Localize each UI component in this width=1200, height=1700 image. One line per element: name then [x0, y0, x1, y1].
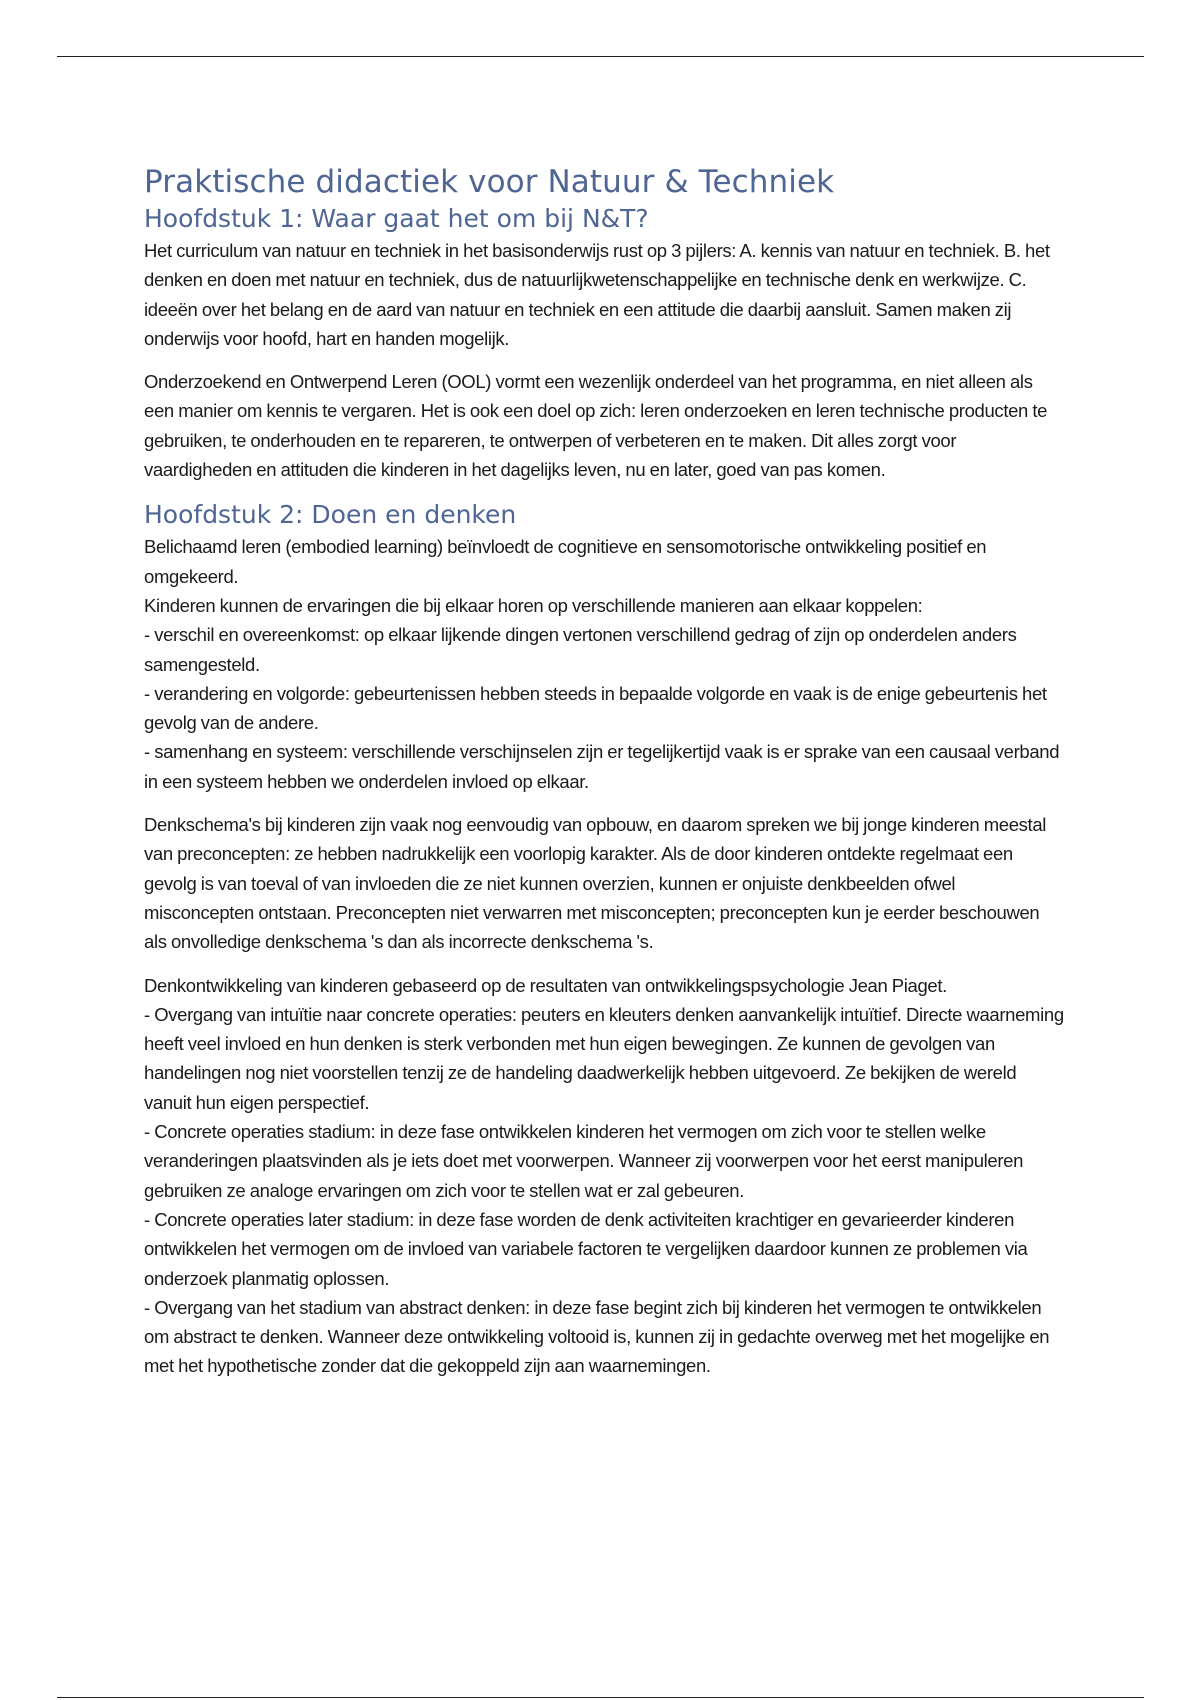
document-body — [144, 162, 1064, 1381]
chapter-2-heading: Hoofdstuk 2: Doen en denken — [144, 500, 517, 530]
chapter-2-paragraph-1: Belichaamd leren (embodied learning) beïnvloedt de cognitieve en sensomotorische ontwikkeling positief en omgekeerd. — [144, 536, 987, 587]
footer-rule — [57, 1697, 1144, 1698]
list-item: - Concrete operaties stadium: in deze fase ontwikkelen kinderen het vermogen om zich voor te stellen welke veranderingen plaatsvinden als je iets doet met voorwerpen. Wanneer zij voorwerpen voor het eerst manipuleren gebruiken ze analoge ervaringen om zich voor te stellen wat er zal gebeuren. — [144, 1121, 1024, 1201]
list-item: - verschil en overeenkomst: op elkaar lijkende dingen vertonen verschillend gedrag of zijn op onderdelen anders samengesteld. — [144, 624, 1017, 675]
chapter-2-paragraph-4: Denkontwikkeling van kinderen gebaseerd op de resultaten van ontwikkelingspsychologie Jean Piaget. — [144, 974, 947, 996]
list-item: - Concrete operaties later stadium: in deze fase worden de denk activiteiten krachtiger en gevarieerder kinderen ontwikkelen het vermogen om de invloed van variabele factoren te vergelijken daardoor kunnen ze problemen via onderzoek planmatig oplossen. — [144, 1208, 1028, 1289]
chapter-2-paragraph-3: Denkschema's bij kinderen zijn vaak nog eenvoudig van opbouw, en daarom spreken we bij jonge kinderen meestal van preconcepten: ze hebben nadrukkelijk een voorlopig karakter. Als de door kinderen ontdekte regelmaat een gevolg is van toeval of van invloeden die ze niet kunnen overzien, kunnen er onjuiste denkbeelden ofwel misconcepten ontstaan. Preconcepten niet verwarren met misconcepten; preconcepten kun je eerder beschouwen als onvolledige denkschema 's dan als incorrecte denkschema 's. — [144, 814, 1047, 953]
document-title: Praktische didactiek voor Natuur & Techniek — [144, 164, 835, 200]
list-item: - Overgang van intuïtie naar concrete operaties: peuters en kleuters denken aanvankelijk intuïtief. Directe waarneming heeft veel invloed en hun denken is sterk verbonden met hun eigen bewegingen. Ze kunnen de gevolgen van handelingen nog niet voorstellen tenzij ze de handeling daadwerkelijk hebben uitgevoerd. Ze bekijken de wereld vanuit hun eigen perspectief. — [144, 1003, 1064, 1113]
chapter-1-paragraph-1: Het curriculum van natuur en techniek in het basisonderwijs rust op 3 pijlers: A. kennis van natuur en techniek. B. het denken en doen met natuur en techniek, dus de natuurlijkwetenschappelijke en technische denk en werkwijze. C. ideeën over het belang en de aard van natuur en techniek en een attitude die daarbij aansluit. Samen maken zij onderwijs voor hoofd, hart en handen mogelijk. — [144, 240, 1050, 349]
chapter-1-heading: Hoofdstuk 1: Waar gaat het om bij N&T? — [144, 204, 649, 233]
chapter-2-paragraph-2: Kinderen kunnen de ervaringen die bij elkaar horen op verschillende manieren aan elkaar koppelen: — [144, 594, 923, 616]
header-rule — [57, 56, 1144, 57]
list-item: - Overgang van het stadium van abstract denken: in deze fase begint zich bij kinderen het vermogen te ontwikkelen om abstract te denken. Wanneer deze ontwikkeling voltooid is, kunnen zij in gedachte overweg met het mogelijke en met het hypothetische zonder dat die gekoppeld zijn aan waarnemingen. — [144, 1296, 1050, 1377]
list-item: - verandering en volgorde: gebeurtenissen hebben steeds in bepaalde volgorde en vaak is de enige gebeurtenis het gevolg van de andere. — [144, 682, 1047, 734]
list-item: - samenhang en systeem: verschillende verschijnselen zijn er tegelijkertijd vaak is er sprake van een causaal verband in een systeem hebben we onderdelen invloed op elkaar. — [144, 741, 1060, 792]
chapter-1-paragraph-2: Onderzoekend en Ontwerpend Leren (OOL) vormt een wezenlijk onderdeel van het programma, en niet alleen als een manier om kennis te vergaren. Het is ook een doel op zich: leren onderzoeken en leren technische producten te gebruiken, te onderhouden en te repareren, te ontwerpen of verbeteren en te maken. Dit alles zorgt voor vaardigheden en attituden die kinderen in het dagelijks leven, nu en later, goed van pas komen. — [144, 371, 1048, 481]
